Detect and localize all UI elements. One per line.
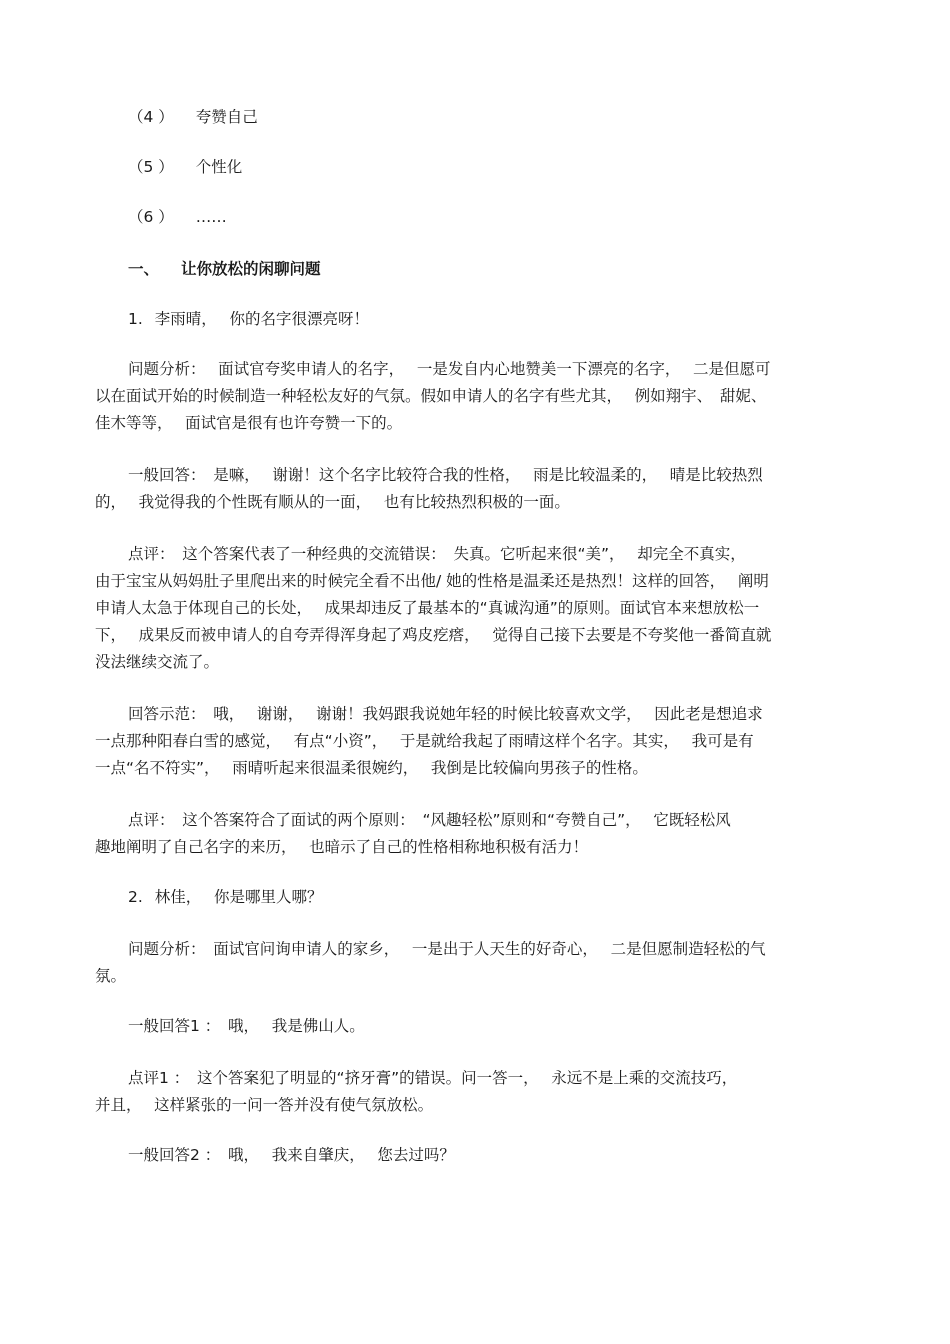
question-number: 1. bbox=[128, 310, 143, 328]
question-text: 林佳， 你是哪里人哪？ bbox=[154, 888, 323, 906]
paragraph-line: 以在面试开始的时候制造一种轻松友好的气氛。假如申请人的名字有些尤其， 例如翔宇、 甜妮、 bbox=[95, 387, 767, 405]
paragraph-line: 一般回答： 是嘛， 谢谢！这个名字比较符合我的性格， 雨是比较温柔的， 晴是比较热烈 bbox=[128, 466, 763, 484]
list-item-number: （5 ） bbox=[128, 158, 174, 176]
paragraph-line: 佳木等等， 面试官是很有也许夸赞一下的。 bbox=[95, 414, 403, 432]
paragraph-line: 并且， 这样紧张的一问一答并没有使气氛放松。 bbox=[95, 1096, 434, 1114]
question-title bbox=[128, 309, 898, 329]
list-item bbox=[128, 157, 898, 177]
list-item-text: 夸赞自己 bbox=[195, 108, 258, 126]
paragraph-line: 氛。 bbox=[95, 967, 127, 985]
paragraph-line: 点评： 这个答案符合了面试的两个原则： “风趣轻松”原则和“夸赞自己”， 它既轻松风 bbox=[128, 811, 731, 829]
paragraph-line: 的， 我觉得我的个性既有顺从的一面， 也有比较热烈积极的一面。 bbox=[95, 493, 570, 511]
question-text: 李雨晴， 你的名字很漂亮呀！ bbox=[154, 310, 369, 328]
paragraph-line: 没法继续交流了。 bbox=[95, 653, 220, 671]
section-heading-text: 让你放松的闲聊问题 bbox=[181, 260, 321, 278]
paragraph-line: 点评： 这个答案代表了一种经典的交流错误： 失真。它听起来很“美”， 却完全不真实， bbox=[128, 545, 746, 563]
q2-general-answer-1: 一般回答1 ： 哦， 我是佛山人。 bbox=[128, 1017, 365, 1035]
paragraph-line: 点评1 ： 这个答案犯了明显的“挤牙膏”的错误。问一答一， 永远不是上乘的交流技巧， bbox=[128, 1069, 738, 1087]
paragraph-line: 申请人太急于体现自己的长处， 成果却违反了最基本的“真诚沟通”的原则。面试官本来想放松一 bbox=[95, 599, 760, 617]
list-item-number: （6 ） bbox=[128, 208, 174, 226]
list-item bbox=[128, 107, 898, 127]
paragraph-line: 问题分析： 面试官夸奖申请人的名字， 一是发自内心地赞美一下漂亮的名字， 二是但愿可 bbox=[128, 360, 771, 378]
q2-general-answer-2: 一般回答2 ： 哦， 我来自肇庆， 您去过吗？ bbox=[128, 1146, 455, 1164]
paragraph-line: 一点“名不符实”， 雨晴听起来很温柔很婉约， 我倒是比较偏向男孩子的性格。 bbox=[95, 759, 648, 777]
paragraph-line: 一点那种阳春白雪的感觉， 有点“小资”， 于是就给我起了雨晴这样个名字。其实， 我可是有 bbox=[95, 732, 754, 750]
paragraph-line: 趣地阐明了自己名字的来历， 也暗示了自己的性格相称地积极有活力！ bbox=[95, 838, 589, 856]
list-item-text: …… bbox=[195, 208, 227, 226]
paragraph-line: 由于宝宝从妈妈肚子里爬出来的时候完全看不出他/ 她的性格是温柔还是热烈！这样的回答， 阐明 bbox=[95, 572, 769, 590]
list-item-number: （4 ） bbox=[128, 108, 174, 126]
list-item-text: 个性化 bbox=[195, 158, 243, 176]
section-heading bbox=[128, 259, 898, 279]
question-number: 2. bbox=[128, 888, 143, 906]
section-heading-number: 一、 bbox=[128, 260, 160, 278]
list-item bbox=[128, 207, 898, 227]
question-title bbox=[128, 887, 898, 907]
paragraph-line: 回答示范： 哦， 谢谢， 谢谢！我妈跟我说她年轻的时候比较喜欢文学， 因此老是想追求 bbox=[128, 705, 763, 723]
paragraph-line: 问题分析： 面试官问询申请人的家乡， 一是出于人天生的好奇心， 二是但愿制造轻松的气 bbox=[128, 940, 766, 958]
paragraph-line: 下， 成果反而被申请人的自夸弄得浑身起了鸡皮疙瘩， 觉得自己接下去要是不夸奖他一番简直就 bbox=[95, 626, 772, 644]
